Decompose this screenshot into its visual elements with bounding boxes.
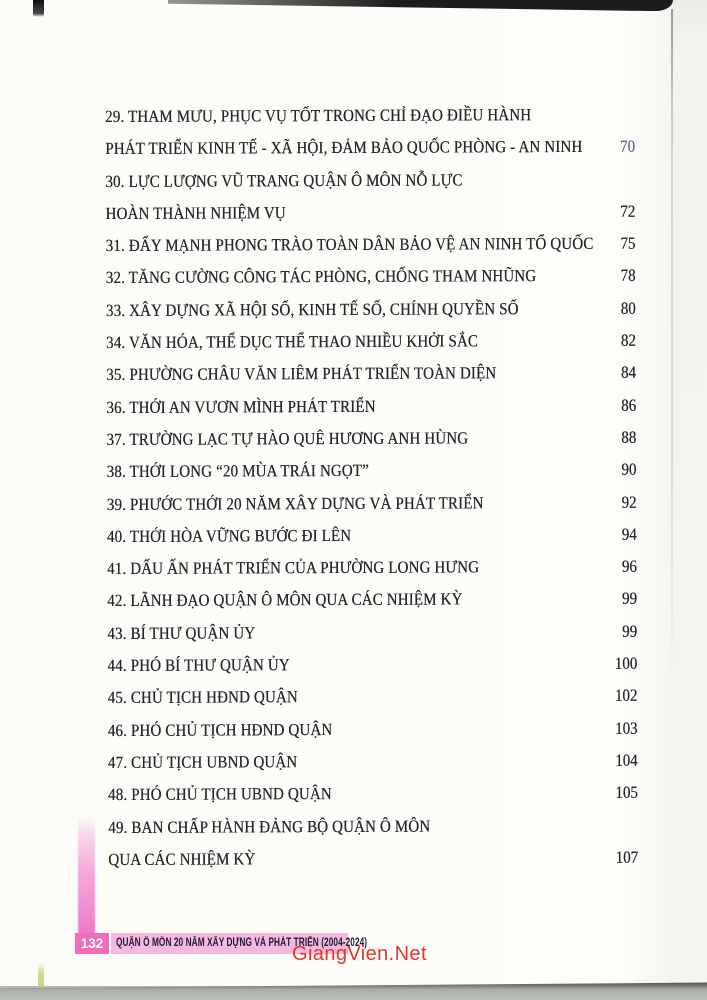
- toc-entry-text: 32. TĂNG CƯỜNG CÔNG TÁC PHÒNG, CHỐNG THAM NHŨNG: [105, 266, 537, 288]
- toc-page-number: 105: [615, 782, 638, 803]
- toc-entry-text: QUA CÁC NHIỆM KỲ: [108, 849, 256, 869]
- toc-row: [107, 551, 637, 586]
- toc-row: [105, 131, 635, 166]
- toc-row: [105, 163, 635, 198]
- toc-entry-text: 38. THỚI LONG “20 MÙA TRÁI NGỌT”: [106, 461, 369, 482]
- toc-entry-text: 45. CHỦ TỊCH HĐND QUẬN: [107, 687, 298, 708]
- toc-page-number: 94: [621, 524, 637, 544]
- toc-row: [106, 357, 636, 392]
- toc-page-number: 75: [620, 233, 636, 253]
- toc-row: [108, 842, 638, 877]
- toc-list: [105, 99, 638, 876]
- toc-page-number: 72: [620, 201, 636, 221]
- toc-row: [107, 486, 637, 521]
- toc-entry-text: 39. PHƯỚC THỚI 20 NĂM XÂY DỰNG VÀ PHÁT TRIỂN: [106, 492, 484, 514]
- scan-corner-mark: [33, 0, 44, 17]
- toc-row: [108, 680, 638, 715]
- toc-entry-text: 40. THỚI HÒA VỮNG BƯỚC ĐI LÊN: [106, 525, 352, 546]
- footer-book-title: QUẬN Ô MÔN 20 NĂM XÂY DỰNG VÀ PHÁT TRIỂN (2004-2024): [116, 937, 368, 949]
- toc-row: [106, 228, 636, 263]
- toc-page-number: 88: [621, 427, 637, 447]
- toc-page-number: 92: [621, 492, 637, 512]
- toc-page-number: 99: [621, 589, 637, 609]
- toc-row: [108, 712, 638, 747]
- toc-entry-text: 44. PHÓ BÍ THƯ QUẬN ỦY: [107, 655, 290, 676]
- pink-highlight-bar: [78, 817, 95, 935]
- toc-entry-text: 30. LỰC LƯỢNG VŨ TRANG QUẬN Ô MÔN NỖ LỰC: [105, 170, 463, 191]
- toc-page-number: 96: [621, 556, 637, 576]
- toc-page-number: 90: [621, 459, 637, 480]
- watermark-text: GiangVien.Net: [292, 943, 427, 965]
- toc-row: [106, 389, 636, 424]
- toc-entry-text: 37. TRƯỜNG LẠC TỰ HÀO QUÊ HƯƠNG ANH HÙNG: [106, 428, 469, 449]
- toc-entry-text: 35. PHƯỜNG CHÂU VĂN LIÊM PHÁT TRIỂN TOÀN DIỆN: [106, 363, 497, 385]
- toc-page-number: 100: [614, 653, 638, 673]
- toc-page-number: 107: [615, 847, 639, 867]
- toc-page-number: 70: [619, 136, 636, 157]
- toc-entry-text: 48. PHÓ CHỦ TỊCH UBND QUẬN: [107, 784, 332, 805]
- toc-page-number: 86: [621, 395, 637, 415]
- toc-row: [107, 648, 637, 683]
- toc-entry-text: 47. CHỦ TỊCH UBND QUẬN: [107, 752, 298, 772]
- toc-entry-text: 36. THỚI AN VƯƠN MÌNH PHÁT TRIỂN: [106, 396, 376, 417]
- toc-entry-text: 29. THAM MƯU, PHỤC VỤ TỐT TRONG CHỈ ĐẠO ĐIỀU HÀNH: [105, 105, 532, 126]
- toc-page-number: 104: [615, 750, 638, 770]
- toc-row: [106, 325, 636, 360]
- toc-page-number: 103: [615, 718, 638, 738]
- toc-page-number: 78: [620, 266, 636, 286]
- toc-row: [106, 292, 636, 327]
- toc-row: [107, 615, 637, 650]
- scan-right-margin: [673, 0, 707, 986]
- toc-row: [105, 99, 635, 134]
- toc-row: [108, 809, 638, 844]
- toc-row: [105, 196, 635, 231]
- toc-row: [108, 777, 638, 812]
- toc-page-number: 99: [622, 621, 638, 641]
- page-edge-line: [671, 9, 673, 684]
- toc-page-number: 82: [620, 330, 636, 350]
- toc-entry-text: HOÀN THÀNH NHIỆM VỤ: [105, 203, 286, 223]
- toc-entry-text: 33. XÂY DỰNG XÃ HỘI SỐ, KINH TẾ SỐ, CHÍNH QUYỀN SỐ: [105, 298, 519, 320]
- toc-row: [107, 519, 637, 554]
- scan-color-sliver: [38, 963, 44, 987]
- toc-entry-text: 41. DẤU ẤN PHÁT TRIỂN CỦA PHƯỜNG LONG HƯNG: [106, 557, 480, 579]
- toc-page-number: 80: [620, 298, 636, 318]
- toc-row: [106, 422, 636, 457]
- toc-row: [107, 454, 637, 489]
- toc-entry-text: 46. PHÓ CHỦ TỊCH HĐND QUẬN: [107, 719, 333, 740]
- toc-row: [108, 745, 638, 780]
- footer-page-badge: [75, 933, 111, 954]
- toc-entry-text: 31. ĐẨY MẠNH PHONG TRÀO TOÀN DÂN BẢO VỆ AN NINH TỔ QUỐC: [105, 234, 594, 256]
- toc-entry-text: 43. BÍ THƯ QUẬN ỦY: [107, 623, 256, 643]
- toc-row: [107, 583, 637, 618]
- toc-row: [106, 260, 636, 295]
- toc-entry-text: PHÁT TRIỂN KINH TẾ - XÃ HỘI, ĐẢM BẢO QUỐC PHÒNG - AN NINH: [105, 137, 583, 159]
- toc-entry-text: 34. VĂN HÓA, THỂ DỤC THỂ THAO NHIỀU KHỞI SẮC: [106, 331, 479, 353]
- toc-entry-text: 49. BAN CHẤP HÀNH ĐẢNG BỘ QUẬN Ô MÔN: [108, 816, 431, 837]
- toc-page-number: 84: [620, 363, 636, 383]
- toc-entry-text: 42. LÃNH ĐẠO QUẬN Ô MÔN QUA CÁC NHIỆM KỲ: [107, 589, 463, 611]
- footer-page-number: 132: [80, 936, 104, 951]
- toc-page-number: 102: [614, 686, 638, 706]
